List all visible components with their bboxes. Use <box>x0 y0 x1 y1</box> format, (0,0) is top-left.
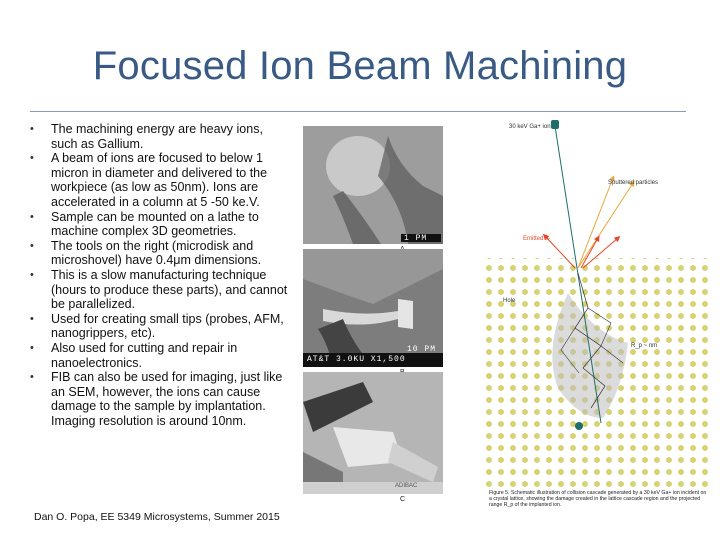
sem-footer-label: ADIBAC <box>395 483 418 489</box>
bullet-icon: • <box>30 210 34 223</box>
bullet-text: Sample can be mounted on a lathe to machine complex 3D geometries. <box>51 209 259 239</box>
bullet-item <box>28 268 290 312</box>
bullet-item <box>28 370 290 428</box>
sem-image-microtip <box>303 126 443 244</box>
bullet-item <box>28 122 290 151</box>
label-ion: 30 keV Ga+ ion <box>509 124 551 130</box>
bullet-text: The tools on the right (microdisk and microshovel) have 0.4μm dimensions. <box>51 238 262 268</box>
diagram-graphic <box>483 118 708 488</box>
scale-bar-label-2: AT&T 3.0KU X1,500 <box>307 355 406 364</box>
title-divider <box>30 111 686 112</box>
slide-title: Focused Ion Beam Machining <box>92 44 628 88</box>
bullet-item <box>28 239 290 268</box>
scale-bar-label-1: 1 PM <box>404 234 428 243</box>
bullet-text: The machining energy are heavy ions, such as Gallium. <box>51 122 263 151</box>
bullet-text: This is a slow manufacturing technique (hours to produce these parts), and cannot be parallelized. <box>51 267 288 312</box>
bullet-list <box>28 122 290 428</box>
sem-image-microtip-graphic <box>303 126 443 244</box>
panel-label-c: C <box>400 496 406 503</box>
bullet-icon: • <box>30 371 34 384</box>
bullet-icon: • <box>30 341 34 354</box>
bullet-text: Also used for cutting and repair in nanoelectronics. <box>51 340 238 370</box>
bullet-text: A beam of ions are focused to below 1 micron in diameter and delivered to the workpiece (as low as 50nm). Ions are accelerated in a column at 5 -50 ke.V. <box>51 151 268 209</box>
sem-image-microshovel-graphic <box>303 372 443 494</box>
diagram-caption: Figure 5. Schematic illustration of collision cascade generated by a 30 keV Ga+ ion incident on a crystal lattice, showing the damage created in the lattice cascade region and the projected range R_p of the implanted ion. <box>489 490 707 508</box>
label-emitted: Emitted e- <box>523 236 551 242</box>
ion-source-marker <box>551 120 559 129</box>
slide-footer: Dan O. Popa, EE 5349 Microsystems, Summer 2015 <box>34 511 280 523</box>
bullet-icon: • <box>30 268 34 281</box>
sem-images <box>303 126 473 511</box>
bullet-item <box>28 312 290 341</box>
sem-image-microshovel <box>303 372 443 494</box>
label-sputtered: Sputtered particles <box>608 180 659 186</box>
bullet-icon: • <box>30 152 34 165</box>
bullet-icon: • <box>30 312 34 325</box>
bullet-item <box>28 341 290 370</box>
bullet-item <box>28 210 290 239</box>
sem-image-microdisk <box>303 249 443 367</box>
bullet-text: Used for creating small tips (probes, AFM, nanogrippers, etc). <box>51 311 284 341</box>
bullet-text: FIB can also be used for imaging, just like an SEM, however, the ions can cause damage to the sample by implantation. Imaging resolution is around 10nm. <box>51 370 283 428</box>
scale-bar-label-2b: 10 PM <box>407 345 437 354</box>
label-range: R_p ~ nm <box>631 343 658 349</box>
collision-cascade-diagram <box>483 118 708 518</box>
label-hole: Hole <box>503 298 516 304</box>
bullet-icon: • <box>30 123 34 135</box>
bullet-icon: • <box>30 239 34 252</box>
bullet-item <box>28 151 290 209</box>
